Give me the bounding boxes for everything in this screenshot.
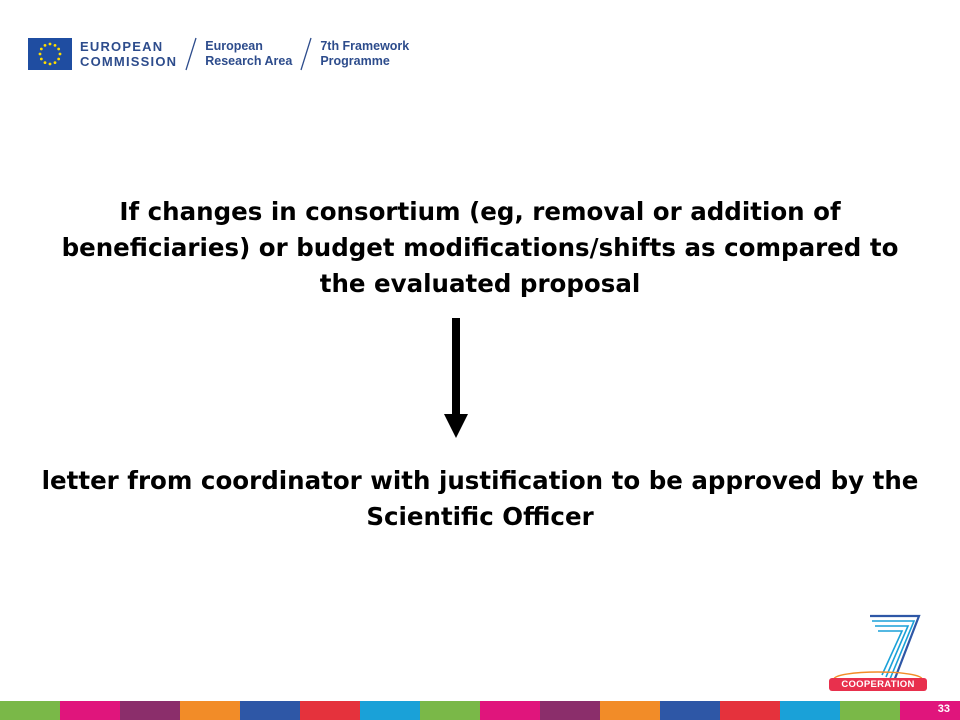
footer-color-segment — [780, 701, 840, 720]
eu-star-icon — [54, 61, 57, 64]
footer-color-segment — [360, 701, 420, 720]
eu-star-icon — [40, 58, 43, 61]
eu-star-icon — [49, 43, 52, 46]
eu-star-icon — [49, 63, 52, 66]
result-text: letter from coordinator with justification to be approved by the Scientific Officer — [41, 466, 919, 531]
footer-color-segment — [120, 701, 180, 720]
eu-star-icon — [59, 53, 62, 56]
eu-star-icon — [57, 48, 60, 51]
footer-color-segment — [420, 701, 480, 720]
down-arrow-icon — [440, 318, 472, 440]
header — [28, 34, 409, 74]
eu-star-icon — [54, 44, 57, 47]
footer-color-segment — [600, 701, 660, 720]
footer-color-segment — [900, 701, 960, 720]
separator-icon — [298, 36, 314, 72]
footer-color-segment — [720, 701, 780, 720]
footer-color-segment — [540, 701, 600, 720]
page-number: 33 — [937, 703, 950, 715]
eu-flag-icon — [28, 38, 72, 70]
framework-programme-label: 7th Framework Programme — [320, 39, 410, 68]
footer-color-segment — [180, 701, 240, 720]
european-research-area-label: European Research Area — [205, 39, 293, 68]
eu-star-icon — [57, 58, 60, 61]
european-commission-label: EUROPEAN COMMISSION — [80, 39, 178, 69]
cooperation-label: COOPERATION — [829, 678, 927, 691]
eu-star-icon — [40, 48, 43, 51]
footer-color-segment — [660, 701, 720, 720]
footer-color-bar — [0, 701, 960, 720]
eu-star-icon — [39, 53, 42, 56]
footer-color-segment — [240, 701, 300, 720]
footer-color-segment — [840, 701, 900, 720]
footer-color-segment — [480, 701, 540, 720]
condition-text: If changes in consortium (eg, removal or addition of beneficiaries) or budget modifications/shifts as compared to the evaluated proposal — [61, 197, 899, 298]
footer-color-segment — [60, 701, 120, 720]
footer-color-segment — [300, 701, 360, 720]
separator-icon — [183, 36, 199, 72]
eu-star-icon — [44, 44, 47, 47]
footer-color-segment — [0, 701, 60, 720]
eu-star-icon — [44, 61, 47, 64]
